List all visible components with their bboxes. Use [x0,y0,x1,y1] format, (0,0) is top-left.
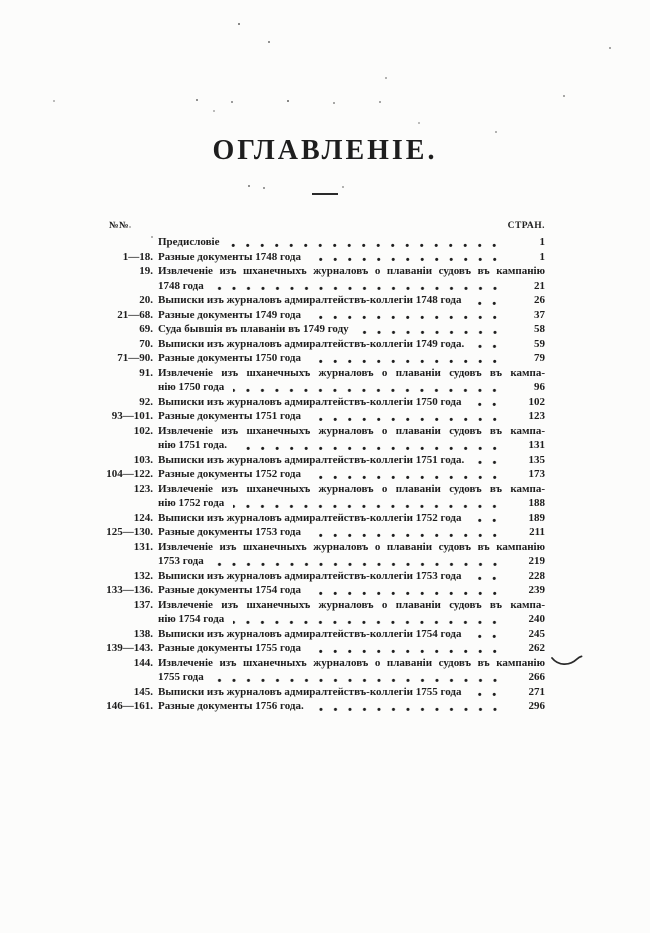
dot-leader [310,475,507,480]
dot-leader [313,707,507,712]
toc-row [95,453,545,468]
toc-header-row [95,220,545,232]
row-title: Выписки изъ журналовъ адмиралтействъ-коллегіи 1753 года [158,569,462,582]
toc-header-numbers: №№ [109,221,130,231]
row-title: 1748 года [158,279,204,292]
row-number: 139—143. [106,642,153,654]
dot-leader [310,591,507,596]
row-title: Извлеченіе изъ шханечныхъ журналовъ о плаваніи судовъ въ кампанію [158,265,545,277]
row-title: нію 1752 года [158,497,225,509]
dot-leader [233,504,507,509]
dot-leader [470,576,507,581]
dot-leader [470,301,507,306]
row-page: 59 [534,337,545,350]
row-number: 71—90. [117,352,153,364]
row-number: 70. [139,337,153,350]
toc-row [95,670,545,685]
toc-row [95,540,545,555]
dot-leader [473,344,507,349]
row-title: 1753 года [158,555,204,567]
row-number: 20. [139,294,153,306]
row-title: Разные документы 1750 года [158,352,301,364]
toc-row [95,409,545,424]
row-title: Извлеченіе изъ шханечныхъ журналовъ о плаваніи судовъ въ кампа- [158,366,545,379]
title-divider-rule [312,193,338,195]
row-page: 262 [528,642,545,654]
toc-row [95,337,545,352]
row-page: 211 [529,526,545,538]
dot-leader [473,460,507,465]
toc-row [95,351,545,366]
toc-row [95,685,545,700]
row-page: 173 [528,468,545,480]
row-number: 69. [139,323,153,335]
row-title: Выписки изъ журналовъ адмиралтействъ-коллегіи 1750 года [158,395,462,408]
toc-row [95,366,545,381]
handwritten-curl-mark [551,653,583,669]
row-number: 1—18. [122,250,153,263]
row-page: 58 [534,323,545,335]
dot-leader [213,286,507,291]
row-page: 79 [534,352,545,364]
row-page: 135 [528,453,545,466]
toc-row [95,627,545,642]
row-title: Разные документы 1751 года [158,410,301,422]
toc-row [95,380,545,395]
toc-row [95,554,545,569]
dot-leader [310,417,507,422]
row-page: 219 [528,555,545,567]
dot-leader [310,359,507,364]
row-title: Разные документы 1748 года [158,250,301,263]
row-title: Выписки изъ журналовъ адмиралтействъ-коллегіи 1748 года [158,294,462,306]
dot-leader [236,446,507,451]
row-page: 1 [539,236,545,248]
toc-row [95,583,545,598]
toc-row [95,322,545,337]
row-page: 228 [528,569,545,582]
row-number: 92. [139,395,153,408]
table-of-contents [95,220,545,714]
row-page: 271 [528,685,545,698]
row-page: 102 [528,395,545,408]
row-page: 26 [534,294,545,306]
row-title: Выписки изъ журналовъ адмиралтействъ-коллегіи 1755 года [158,685,462,698]
row-title: нію 1751 года. [158,439,228,451]
row-page: 240 [528,613,545,625]
toc-rows [95,235,545,714]
dot-leader [470,634,507,639]
toc-header-pages: СТРАН. [507,221,545,231]
row-page: 189 [528,511,545,524]
dot-leader [233,620,507,625]
row-title: Разные документы 1749 года [158,308,301,321]
toc-row [95,569,545,584]
toc-row [95,395,545,410]
row-number: 131. [133,540,153,553]
dot-leader [310,315,507,320]
row-title: нію 1750 года [158,381,225,393]
row-page: 296 [528,700,545,712]
row-title: Извлеченіе изъ шханечныхъ журналовъ о плаваніи судовъ въ кампа- [158,598,545,611]
dot-leader [310,649,507,654]
row-number: 133—136. [106,584,153,596]
toc-row [95,641,545,656]
toc-row [95,598,545,613]
row-page: 266 [528,671,545,683]
dot-leader [310,533,507,538]
row-number: 104—122. [106,468,153,480]
row-title: Разные документы 1752 года [158,468,301,480]
row-title: Извлеченіе изъ шханечныхъ журналовъ о плаваніи судовъ въ кампанію [158,656,545,669]
toc-row [95,250,545,265]
dot-leader [358,330,507,335]
page-title: ОГЛАВЛЕНІЕ. [212,135,438,166]
row-title: Извлеченіе изъ шханечныхъ журналовъ о плаваніи судовъ въ кампа- [158,482,545,495]
row-page: 96 [534,381,545,393]
dot-leader [470,402,507,407]
dot-leader [233,388,507,393]
row-number: 124. [133,511,153,524]
row-number: 137. [133,598,153,611]
toc-row [95,496,545,511]
toc-row [95,293,545,308]
row-title: Разные документы 1756 года. [158,700,304,712]
scan-noise [0,0,2,2]
row-number: 123. [133,482,153,495]
row-title: Предисловіе [158,236,220,248]
row-number: 138. [133,627,153,640]
toc-row [95,308,545,323]
row-page: 21 [534,279,545,292]
dot-leader [310,257,507,262]
row-page: 188 [528,497,545,509]
row-number: 103. [133,453,153,466]
toc-row [95,699,545,714]
toc-row [95,656,545,671]
row-page: 245 [528,627,545,640]
row-title: Суда бывшія въ плаваніи въ 1749 году [158,323,349,335]
row-title: Выписки изъ журналовъ адмиралтействъ-коллегіи 1752 года [158,511,462,524]
row-title: нію 1754 года [158,613,225,625]
toc-row [95,279,545,294]
row-title: Извлеченіе изъ шханечныхъ журналовъ о плаваніи судовъ въ кампа- [158,424,545,437]
dot-leader [213,678,507,683]
row-title: Разные документы 1754 года [158,584,301,596]
dot-leader [470,692,507,697]
row-page: 123 [528,410,545,422]
row-title: Выписки изъ журналовъ адмиралтействъ-коллегіи 1754 года [158,627,462,640]
toc-row [95,424,545,439]
row-number: 19. [139,265,153,277]
toc-row [95,525,545,540]
toc-row [95,511,545,526]
toc-row [95,612,545,627]
toc-row [95,264,545,279]
row-title: Разные документы 1755 года [158,642,301,654]
row-page: 131 [528,439,545,451]
dot-leader [213,562,507,567]
toc-row [95,235,545,250]
row-number: 91. [139,366,153,379]
row-title: Выписки изъ журналовъ адмиралтействъ-коллегіи 1749 года. [158,337,465,350]
row-title: 1755 года [158,671,204,683]
dot-leader [470,518,507,523]
toc-row [95,467,545,482]
row-title: Извлеченіе изъ шханечныхъ журналовъ о плаваніи судовъ въ кампанію [158,540,545,553]
toc-row [95,438,545,453]
row-number: 145. [133,685,153,698]
row-number: 93—101. [111,410,153,422]
row-number: 132. [133,569,153,582]
row-number: 102. [133,424,153,437]
row-page: 239 [528,584,545,596]
row-number: 125—130. [106,526,153,538]
row-number: 146—161. [106,700,153,712]
row-number: 21—68. [117,308,153,321]
row-page: 37 [534,308,545,321]
toc-row [95,482,545,497]
row-title: Выписки изъ журналовъ адмиралтействъ-коллегіи 1751 года. [158,453,465,466]
row-page: 1 [539,250,545,263]
row-title: Разные документы 1753 года [158,526,301,538]
dot-leader [228,243,507,248]
row-number: 144. [133,656,153,669]
